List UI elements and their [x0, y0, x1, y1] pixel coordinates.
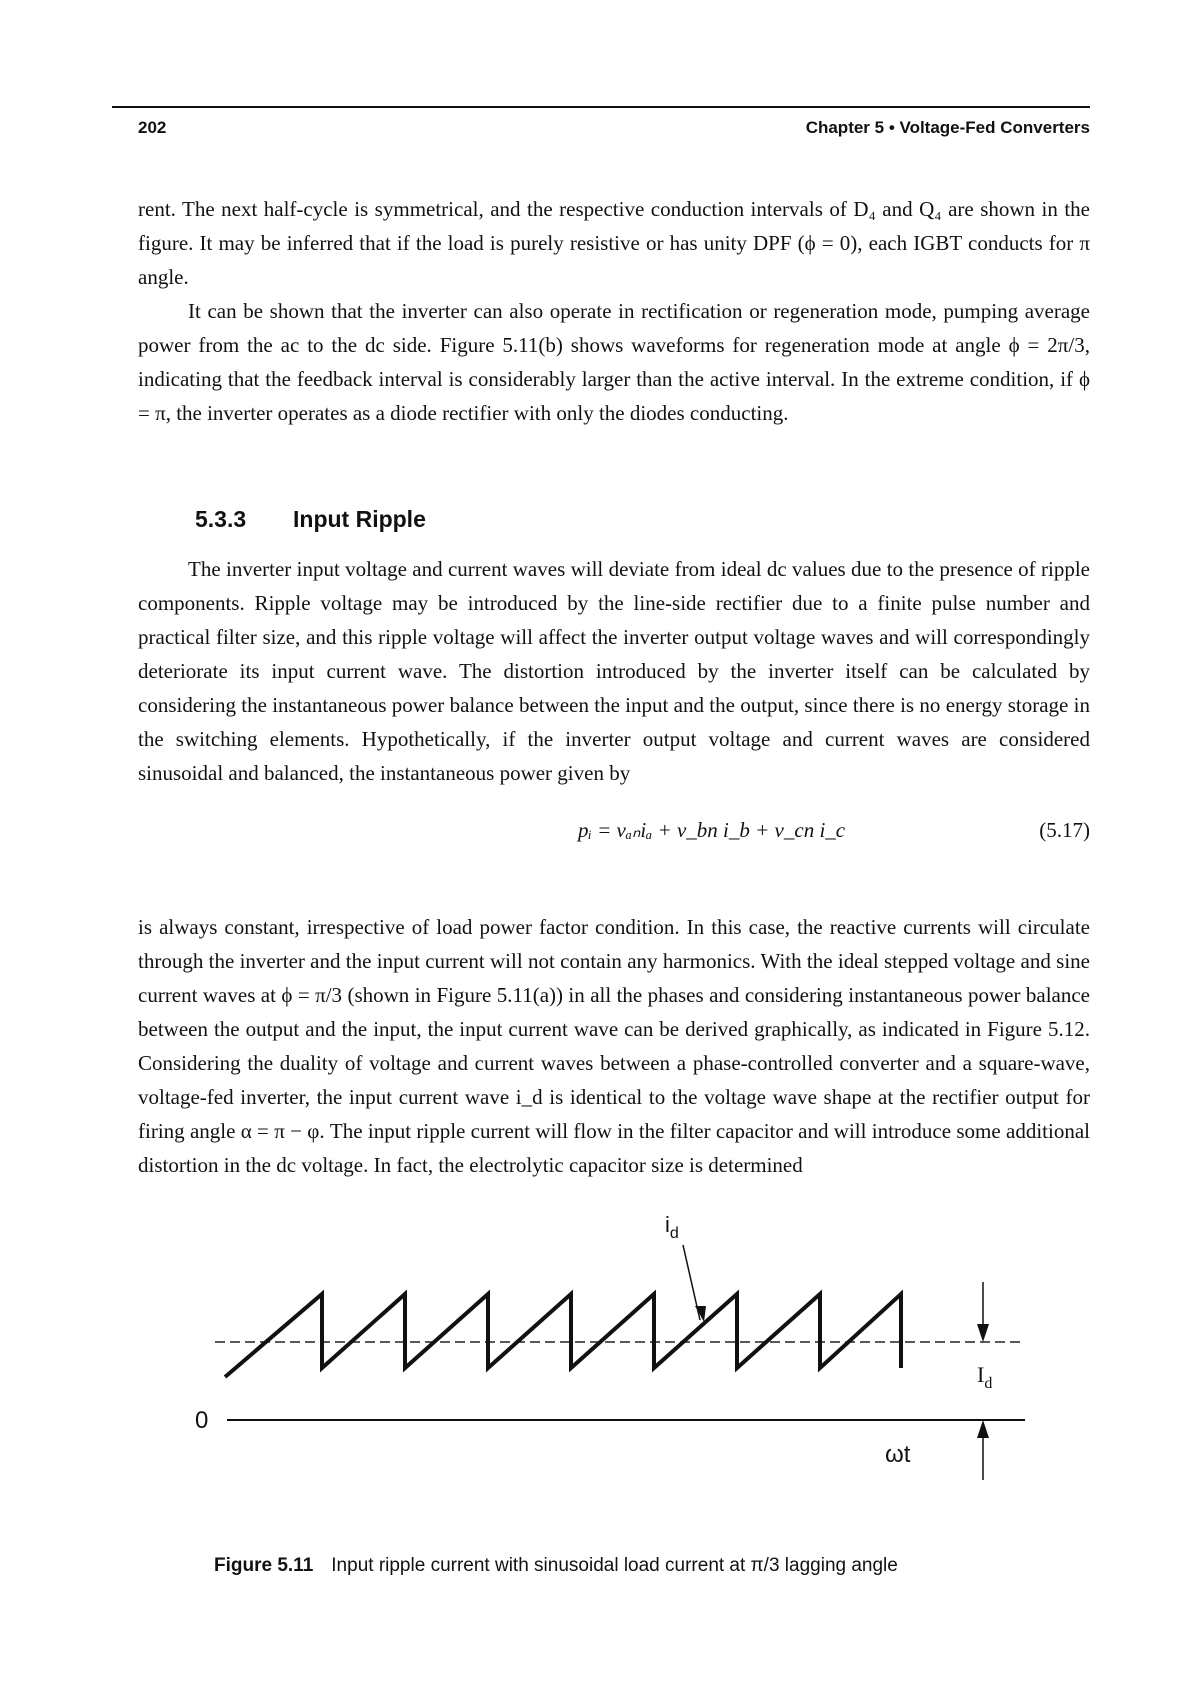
- running-title: Chapter 5 • Voltage-Fed Converters: [805, 118, 1090, 137]
- equation: [138, 818, 1090, 852]
- section-number: 5.3.3: [195, 506, 247, 532]
- paragraph-input-ripple: The inverter input voltage and current waves will deviate from ideal dc values due to the presence of ripple components. Ripple voltage may be introduced by the line-side rectifier due to a finite pulse number and practical filter size, and this ripple voltage will affect the inverter output voltage waves and will correspondingly deteriorate its input current wave. The distortion introduced by the inverter itself can be calculated by considering the instantaneous power balance between the input and the output, since there is no energy storage in the switching elements. Hypothetically, if the inverter output voltage and current waves are considered sinusoidal and balanced, the instantaneous power given by: [138, 557, 1090, 785]
- page-number: 202: [138, 118, 167, 137]
- header-rule: [112, 106, 1090, 108]
- ripple-waveform-diagram: [195, 1212, 1075, 1550]
- id-dimension-down-arrow: [977, 1324, 989, 1342]
- Id-label: $I_d$: [977, 1362, 993, 1392]
- ripple-current-waveform: [225, 1294, 901, 1377]
- equation-expression: pᵢ = vₐₙiₐ + v_bn i_b + v_cn i_c: [578, 818, 846, 842]
- paragraph-power-balance: is always constant, irrespective of load power factor condition. In this case, the reactive currents will circulate through the inverter and the input current will not contain any harmonics. With the ideal stepped voltage and sine current waves at ϕ = π/3 (shown in Figure 5.11(a)) in all the phases and considering instantaneous power balance between the output and the input, the input current wave can be derived graphically, as indicated in Figure 5.12. Considering the duality of voltage and current waves between a phase-controlled converter and a square-wave, voltage-fed inverter, the input current wave i_d is identical to the voltage wave shape at the rectifier output for firing angle α = π − φ. The input ripple current will flow in the filter capacitor and will introduce some additional distortion in the dc voltage. In fact, the electrolytic capacitor size is determined: [138, 915, 1090, 1177]
- paragraph-regeneration: It can be shown that the inverter can also operate in rectification or regeneration mode, pumping average power from the ac to the dc side. Figure 5.11(b) shows waveforms for regeneration mode at angle ϕ = 2π/3, indicating that the feedback interval is considerably larger than the active interval. In the extreme condition, if ϕ = π, the inverter operates as a diode rectifier with only the diodes conducting.: [138, 299, 1090, 425]
- origin-label: 0: [195, 1407, 209, 1434]
- id-label: $i_d$: [665, 1212, 679, 1242]
- figure-caption: [214, 1555, 1114, 1577]
- equation-number: (5.17): [1039, 818, 1090, 842]
- omega-t-axis-label: ωt: [885, 1441, 911, 1468]
- figure-caption-text: Input ripple current with sinusoidal load current at π/3 lagging angle: [331, 1555, 898, 1576]
- paragraph-continuation: rent. The next half-cycle is symmetrical, and the respective conduction intervals of D₄ and Q₄ are shown in the figure. It may be inferred that if the load is purely resistive or has unity DPF (ϕ = 0), each IGBT conducts for π angle.: [138, 197, 1090, 289]
- running-header: [138, 118, 1090, 142]
- id-dimension-up-arrow: [977, 1420, 989, 1438]
- figure-caption-label: Figure 5.11: [214, 1555, 314, 1576]
- figure-ripple-current: [195, 1212, 1075, 1550]
- section-title: Input Ripple: [293, 506, 426, 532]
- section-heading: [195, 506, 426, 533]
